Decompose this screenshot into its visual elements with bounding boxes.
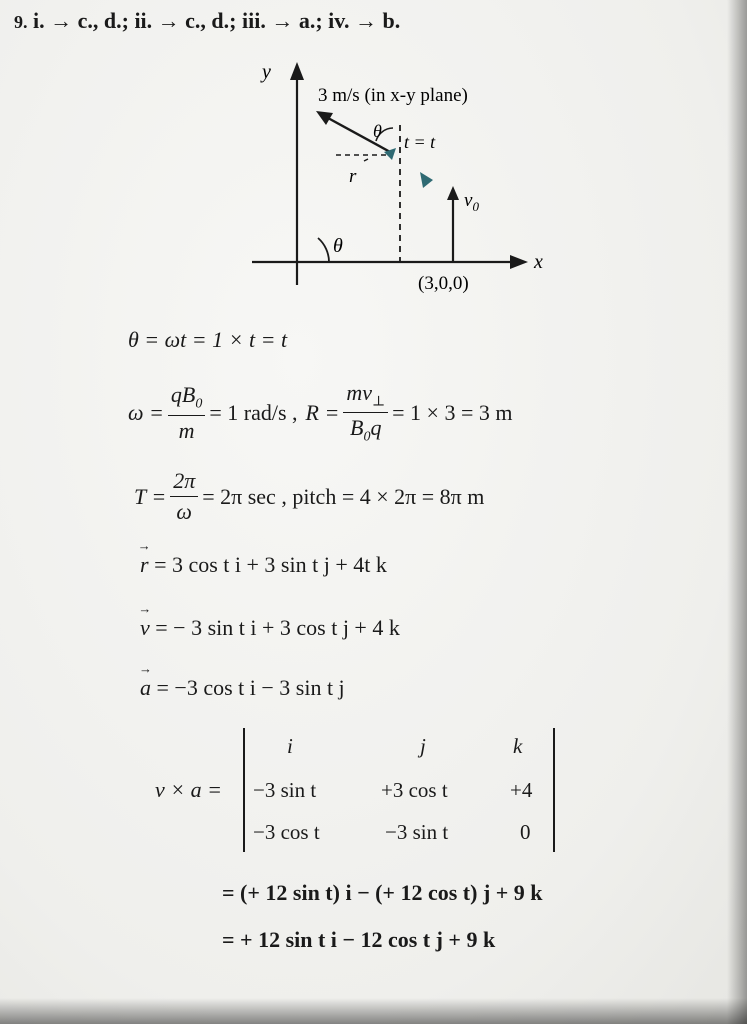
R-den-a: B bbox=[350, 415, 364, 441]
T-num: 2π bbox=[170, 468, 198, 497]
R-rhs: = 1 × 3 = 3 m bbox=[392, 399, 513, 425]
det-r2c3: +4 bbox=[510, 778, 533, 802]
det-r3c1: −3 cos t bbox=[253, 820, 320, 844]
point-label: (3,0,0) bbox=[418, 273, 469, 294]
v0-arrowhead bbox=[447, 186, 459, 200]
period-equation bbox=[134, 468, 484, 525]
det-r2c2: +3 cos t bbox=[381, 778, 448, 802]
theta-equation: θ = ωt = 1 × t = t bbox=[128, 327, 288, 352]
page-edge-shadow-right bbox=[727, 0, 747, 1024]
det-i: i bbox=[287, 734, 293, 758]
velocity-arrow bbox=[328, 118, 392, 153]
R-fraction bbox=[343, 380, 388, 446]
v-vec: → v bbox=[140, 615, 150, 641]
velocity-label: 3 m/s (in x-y plane) bbox=[318, 85, 468, 106]
det-r3c2: −3 sin t bbox=[385, 820, 449, 844]
teal-arrowhead bbox=[420, 172, 433, 188]
velocity-vector-equation bbox=[140, 615, 400, 641]
R-den-b: q bbox=[370, 415, 382, 441]
omega-fraction bbox=[168, 382, 205, 443]
R-num-sub: ⊥ bbox=[371, 394, 386, 410]
axis-y-label: y bbox=[262, 61, 271, 83]
T-den: ω bbox=[176, 499, 192, 524]
x-axis-arrow bbox=[510, 255, 528, 269]
cross-product-lhs: v × a = bbox=[155, 777, 222, 802]
position-vector-equation bbox=[140, 552, 387, 578]
theta-top-label: θ bbox=[373, 121, 382, 141]
omega-num: qB bbox=[170, 382, 196, 408]
cross-result-2: = + 12 sin t i − 12 cos t j + 9 k bbox=[222, 927, 496, 952]
v-rhs: = − 3 sin t i + 3 cos t j + 4 k bbox=[155, 615, 400, 640]
r-vector-arrow bbox=[364, 159, 368, 161]
R-den-sub: 0 bbox=[363, 429, 371, 445]
a-vec: → a bbox=[140, 675, 151, 701]
r-label: r bbox=[349, 166, 357, 187]
omega-den: m bbox=[178, 417, 195, 443]
omega-lhs: ω = bbox=[128, 399, 164, 425]
time-label: t = t bbox=[404, 132, 436, 152]
page-edge-shadow-bottom bbox=[0, 998, 747, 1024]
R-num: mv bbox=[346, 380, 372, 405]
T-lhs: T = bbox=[134, 483, 167, 509]
det-r2c1: −3 sin t bbox=[253, 778, 317, 802]
R-lhs: R = bbox=[305, 399, 340, 425]
det-j: j bbox=[420, 734, 426, 758]
det-k: k bbox=[513, 734, 523, 758]
a-rhs: = −3 cos t i − 3 sin t j bbox=[156, 675, 345, 700]
question-number: 9. bbox=[14, 12, 28, 32]
cross-result-1: = (+ 12 sin t) i − (+ 12 cos t) j + 9 k bbox=[222, 880, 543, 905]
acceleration-vector-equation bbox=[140, 675, 345, 701]
theta-origin-label: θ bbox=[333, 235, 343, 257]
omega-num-sub: 0 bbox=[195, 396, 203, 412]
r-rhs: = 3 cos t i + 3 sin t j + 4t k bbox=[154, 552, 387, 577]
origin-angle-arc bbox=[318, 238, 329, 262]
omega-R-equation bbox=[128, 380, 512, 446]
axis-x-label: x bbox=[534, 251, 543, 273]
helix-diagram bbox=[0, 0, 747, 310]
T-fraction bbox=[170, 468, 198, 525]
T-rhs: = 2π sec , pitch = 4 × 2π = 8π m bbox=[202, 483, 485, 509]
y-axis-arrow bbox=[290, 62, 304, 80]
det-r3c3: 0 bbox=[520, 820, 531, 844]
r-vec: → r bbox=[140, 552, 149, 578]
determinant bbox=[243, 728, 555, 852]
omega-rhs: = 1 rad/s , bbox=[209, 399, 298, 425]
v0-label: $v_0$ bbox=[464, 190, 479, 214]
answer-matching: i. → c., d.; ii. → c., d.; iii. → a.; iv. → b. bbox=[33, 8, 401, 33]
